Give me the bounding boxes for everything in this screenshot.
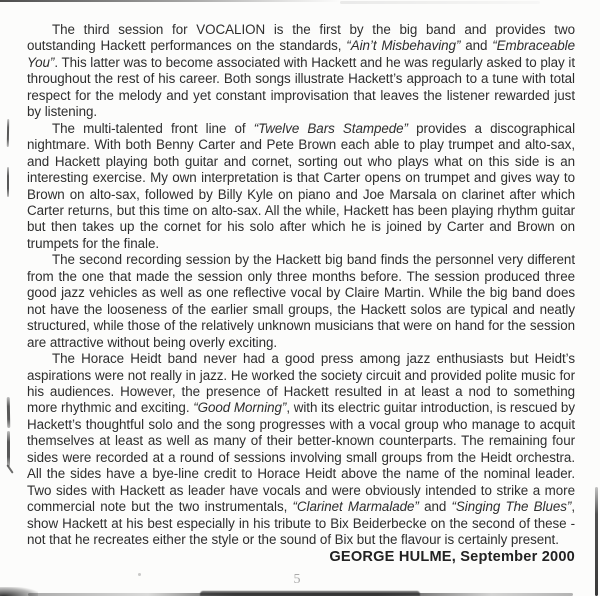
scan-artifact-top-smudge (340, 1, 540, 4)
scan-artifact-left-mark-hook (6, 464, 13, 473)
scan-artifact-left-mark-2 (7, 167, 9, 197)
paragraph (27, 22, 575, 121)
scan-artifact-left-mark-4 (7, 431, 10, 467)
song-title: “Ain’t Misbehaving” (346, 38, 461, 54)
text-run: . This latter was to become associated with Hackett and he was regularly asked to play it throughout the rest of his career. Both songs illustrate Hackett’s approach to a tune with total respect for the melody and yet constant improvisation that leaves the listener rewarded just by listening. (27, 54, 575, 120)
text-run: The multi-talented front line of (52, 120, 254, 136)
song-title: “Embraceable You” (27, 38, 575, 70)
author-byline: GEORGE HULME, September 2000 (329, 548, 575, 565)
paragraph (27, 121, 575, 253)
song-title: “Clarinet Marmalade” (292, 499, 419, 515)
text-run: The third session for VOCALION is the first by the big band and provides two outstanding Hackett performances on the standards, (27, 22, 575, 54)
scan-artifact-left-mark-1 (7, 119, 9, 147)
song-title: “Singing The Blues” (451, 499, 572, 515)
scan-artifact-right-edge (595, 487, 598, 596)
text-run: provides a discographical nightmare. With both Benny Carter and Pete Brown each able to play trumpet and alto-sax, and Hackett playing both guitar and cornet, sorting out who plays what on this side is an interesting exercise. My own interpretation is that Carter opens on trumpet and gives way to Brown on alto-sax, followed by Billy Kyle on piano and Joe Marsala on clarinet after which Carter returns, but this time on alto-sax. All the while, Hackett has been playing rhythm guitar but then takes up the cornet for his solo after which he is joined by Carter and Brown on trumpets for the finale. (27, 120, 576, 251)
text-run: The second recording session by the Hackett big band finds the personnel very different from the one that made the session only three months before. The session produced three good jazz vehicles as well as one reflective vocal by Claire Martin. While the big band does not have the looseness of the earlier small groups, the Hackett solos are typical and neatly structured, while those of the relatively unknown musicians that were on hand for the session are attractive without being overly exciting. (27, 252, 575, 350)
text-run: , show Hackett at his best especially in his tribute to Bix Beiderbecke on the second of these - not that he recreates either the style or the sound of Bix but the flavour is certainly present. (27, 499, 575, 548)
scan-artifact-top-edge (0, 0, 340, 2)
scan-artifact-bottom-smudge (200, 591, 420, 596)
song-title: “Twelve Bars Stampede” (253, 120, 408, 136)
scan-artifact-left-mark-3 (7, 397, 11, 428)
paragraph (27, 252, 575, 351)
text-run: and (460, 38, 493, 54)
scan-artifact-bottom-left-corner (0, 587, 38, 596)
paragraph (27, 351, 575, 548)
text-run: and (418, 499, 452, 515)
song-title: “Good Morning” (193, 400, 287, 416)
page-number: 5 (293, 572, 301, 587)
text-run: , with its electric guitar introduction, is rescued by Hackett’s thoughtful solo and the song progresses with a vocal group who manage to acquit themselves at least as well as many of their better-known counterparts. The remaining four sides were recorded at a round of sessions involving small groups from the Heidt orchestra. All the sides have a bye-line credit to Horace Heidt above the name of the nominal leader. Two sides with Hackett as leader have vocals and were obviously intended to strike a more commercial note but the two instrumentals, (27, 400, 575, 515)
liner-notes-text (27, 22, 575, 565)
liner-notes-paragraphs (27, 22, 575, 549)
text-run: The Horace Heidt band never had a good press among jazz enthusiasts but Heidt’s aspirations were not really in jazz. He worked the society circuit and provided polite music for his audiences. However, the presence of Hackett resulted in at least a nod to something more rhythmic and exciting. (27, 351, 575, 416)
